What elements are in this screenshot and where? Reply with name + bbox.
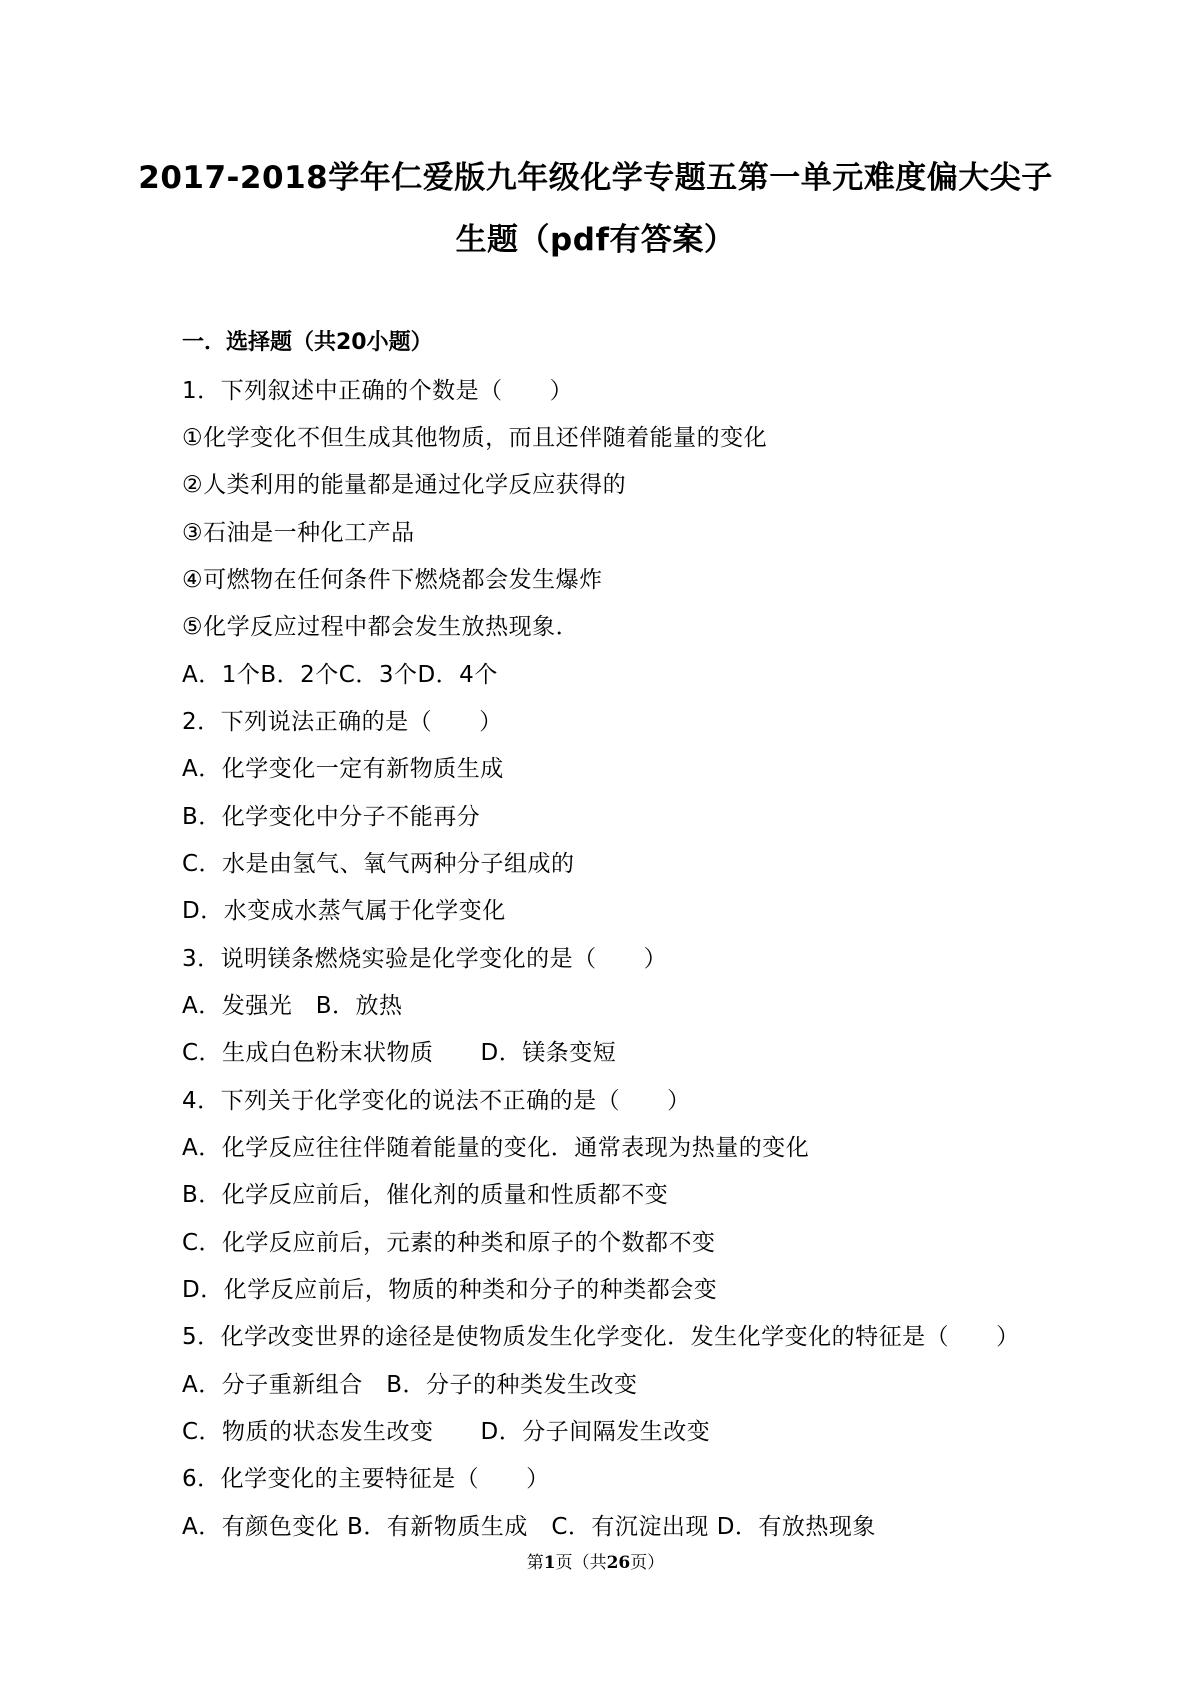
question-1-stem: 1．下列叙述中正确的个数是（ ） <box>182 378 574 404</box>
page-footer <box>0 1548 1191 1573</box>
question-4-option-b: B．化学反应前后，催化剂的质量和性质都不变 <box>182 1182 669 1208</box>
question-6-options: A．有颜色变化 B．有新物质生成 C．有沉淀出现 D．有放热现象 <box>182 1514 876 1540</box>
question-2-option-b: B．化学变化中分子不能再分 <box>182 804 481 830</box>
question-2-option-c: C．水是由氢气、氧气两种分子组成的 <box>182 851 575 877</box>
question-1-statement-5: ⑤化学反应过程中都会发生放热现象． <box>182 614 580 640</box>
footer-suffix: 页） <box>630 1553 665 1573</box>
question-2-option-d: D．水变成水蒸气属于化学变化 <box>182 898 506 924</box>
footer-prefix: 第 <box>526 1553 544 1573</box>
section-heading: 一．选择题（共20小题） <box>182 330 433 355</box>
question-1-statement-1: ①化学变化不但生成其他物质，而且还伴随着能量的变化 <box>182 425 768 451</box>
question-3-stem: 3．说明镁条燃烧实验是化学变化的是（ ） <box>182 946 668 972</box>
footer-total-pages: 26 <box>606 1553 631 1573</box>
document-title-line2: 生题（pdf有答案） <box>455 222 736 258</box>
question-4-option-a: A．化学反应往往伴随着能量的变化．通常表现为热量的变化 <box>182 1135 810 1161</box>
question-5-options-cd: C．物质的状态发生改变 D．分子间隔发生改变 <box>182 1419 711 1445</box>
question-1-statement-2: ②人类利用的能量都是通过化学反应获得的 <box>182 472 627 498</box>
question-4-option-c: C．化学反应前后，元素的种类和原子的个数都不变 <box>182 1230 716 1256</box>
question-1-statement-3: ③石油是一种化工产品 <box>182 520 415 546</box>
question-2-stem: 2．下列说法正确的是（ ） <box>182 709 503 735</box>
footer-middle: 页（共 <box>555 1553 607 1573</box>
question-2-option-a: A．化学变化一定有新物质生成 <box>182 756 504 782</box>
question-3-options-cd: C．生成白色粉末状物质 D．镁条变短 <box>182 1040 617 1066</box>
document-title-line1: 2017-2018学年仁爱版九年级化学专题五第一单元难度偏大尖子 <box>138 160 1053 196</box>
question-6-stem: 6．化学变化的主要特征是（ ） <box>182 1466 550 1492</box>
question-5-options-ab: A．分子重新组合 B．分子的种类发生改变 <box>182 1372 638 1398</box>
footer-page-number: 1 <box>543 1553 556 1573</box>
question-5-stem: 5．化学改变世界的途径是使物质发生化学变化．发生化学变化的特征是（ ） <box>182 1324 1020 1350</box>
question-4-stem: 4．下列关于化学变化的说法不正确的是（ ） <box>182 1088 691 1114</box>
question-4-option-d: D．化学反应前后，物质的种类和分子的种类都会变 <box>182 1277 718 1303</box>
question-1-statement-4: ④可燃物在任何条件下燃烧都会发生爆炸 <box>182 567 603 593</box>
question-3-options-ab: A．发强光 B．放热 <box>182 993 403 1019</box>
question-1-options: A．1个B．2个C．3个D．4个 <box>182 662 498 688</box>
